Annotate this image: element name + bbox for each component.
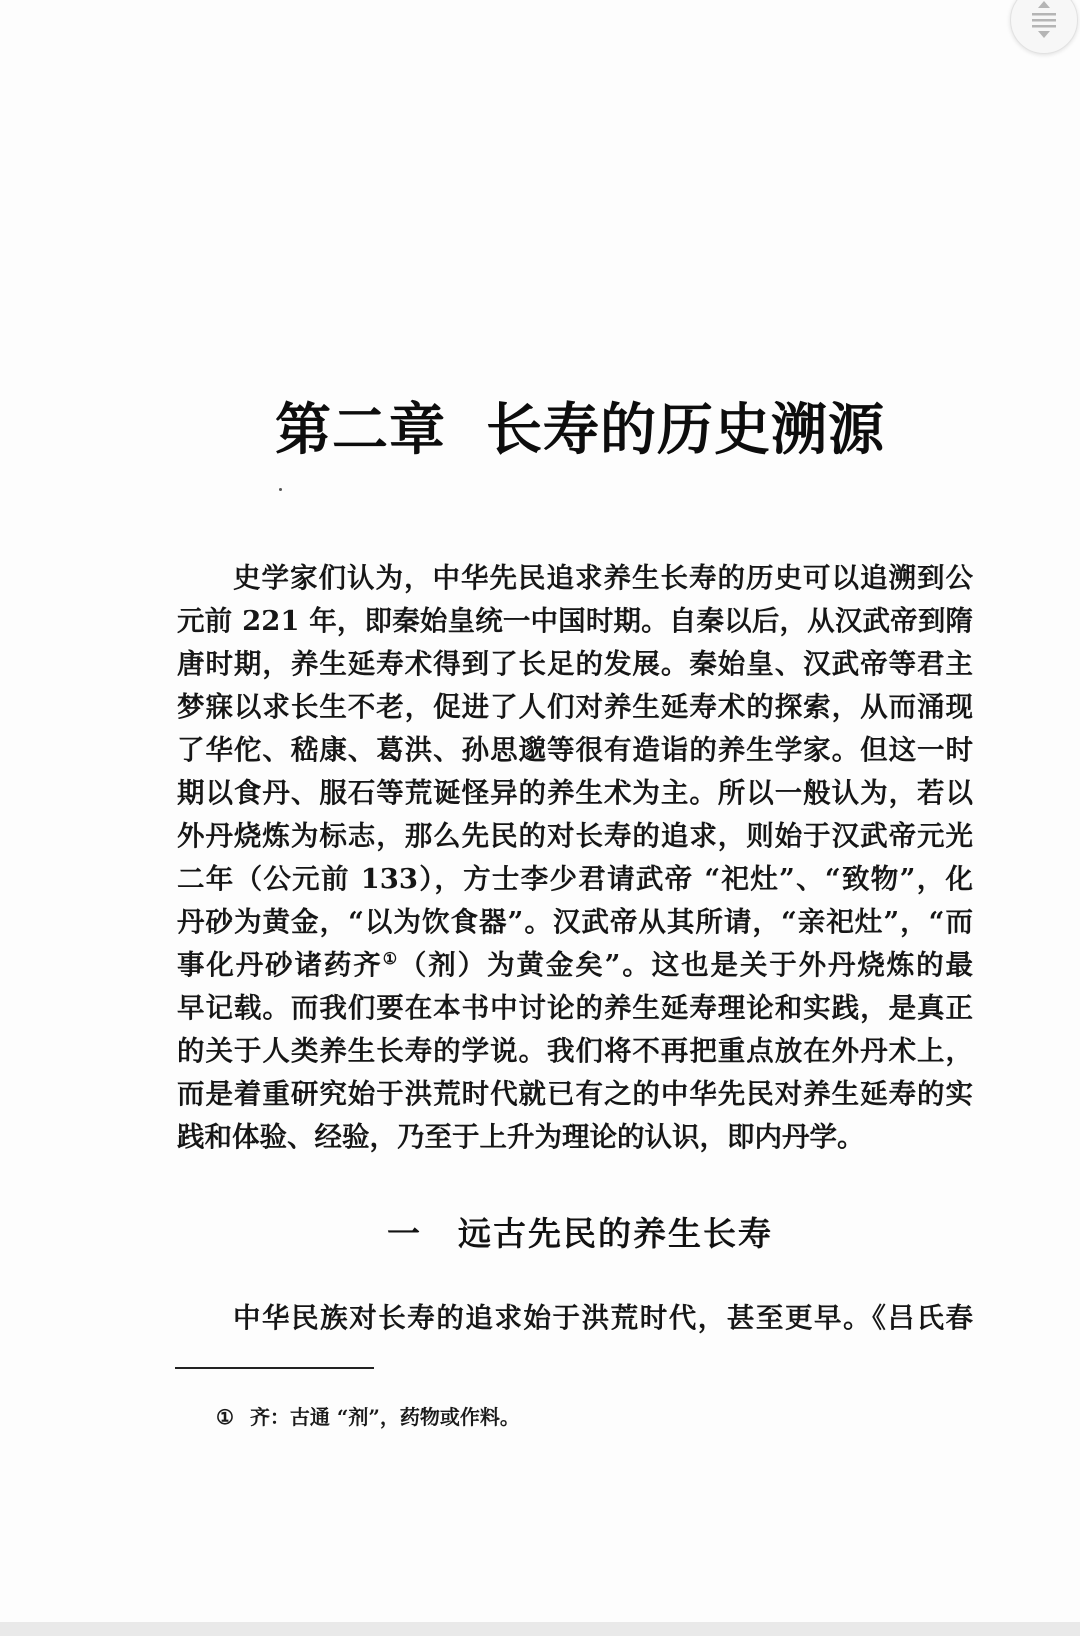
footnote-marker: ① [216, 1405, 234, 1429]
scan-speck [279, 488, 282, 491]
paragraph-1-line-with-note [177, 944, 973, 987]
paragraph-1-line: 的关于人类养生长寿的学说。我们将不再把重点放在外丹术上， [177, 1035, 973, 1067]
footnote-divider [175, 1367, 374, 1369]
paragraph-1-line: 史学家们认为，中华先民追求养生长寿的历史可以追溯到公 [233, 562, 973, 594]
footnote-reference[interactable]: ① [382, 949, 399, 968]
paragraph-1-line: 二年（公元前 133），方士李少君请武帝 “祀灶”、“致物”，化 [177, 863, 973, 895]
paragraph-1-line: 外丹烧炼为标志，那么先民的对长寿的追求，则始于汉武帝元光 [177, 820, 973, 852]
chapter-number: 第二章 [275, 397, 446, 463]
paragraph-2: 中华民族对长寿的追求始于洪荒时代，甚至更早。《吕氏春 [233, 1302, 973, 1334]
footnote [216, 1401, 520, 1430]
page-bottom-edge [0, 1622, 1080, 1636]
paragraph-1-line: 梦寐以求长生不老，促进了人们对养生延寿术的探索，从而涌现 [177, 691, 973, 723]
paragraph-1-line: 丹砂为黄金，“以为饮食器”。汉武帝从其所请，“亲祀灶”，“而 [177, 906, 973, 938]
section-number: 一 [387, 1214, 422, 1253]
paragraph-1-line: 践和体验、经验，乃至于上升为理论的认识，即内丹学。 [177, 1121, 865, 1153]
paragraph-1-line: 唐时期，养生延寿术得到了长足的发展。秦始皇、汉武帝等君主 [177, 648, 973, 680]
scroll-arrows-icon [1024, 0, 1064, 41]
paragraph-1-line: 了华佗、嵇康、葛洪、孙思邈等很有造诣的养生学家。但这一时 [177, 734, 973, 766]
paragraph-1 [177, 557, 973, 1159]
paragraph-1-line: 而是着重研究始于洪荒时代就已有之的中华先民对养生延寿的实 [177, 1078, 973, 1110]
line-text-after-note: （剂）为黄金矣”。这也是关于外丹烧炼的最 [398, 949, 974, 981]
chapter-heading [0, 386, 1080, 466]
paragraph-1-line: 早记载。而我们要在本书中讨论的养生延寿理论和实践，是真正 [177, 992, 973, 1024]
scroll-control-button[interactable] [1010, 0, 1078, 54]
chapter-title: 长寿的历史溯源 [486, 397, 885, 463]
footnote-text: 齐：古通 “剂”，药物或作料。 [249, 1405, 520, 1429]
paragraph-1-line: 期以食丹、服石等荒诞怪异的养生术为主。所以一般认为，若以 [177, 777, 973, 809]
section-title: 远古先民的养生长寿 [458, 1214, 773, 1253]
paragraph-1-line: 元前 221 年，即秦始皇统一中国时期。自秦以后，从汉武帝到隋 [177, 605, 973, 637]
section-heading [0, 1208, 1080, 1255]
line-text-before-note: 事化丹砂诸药齐 [177, 949, 383, 981]
